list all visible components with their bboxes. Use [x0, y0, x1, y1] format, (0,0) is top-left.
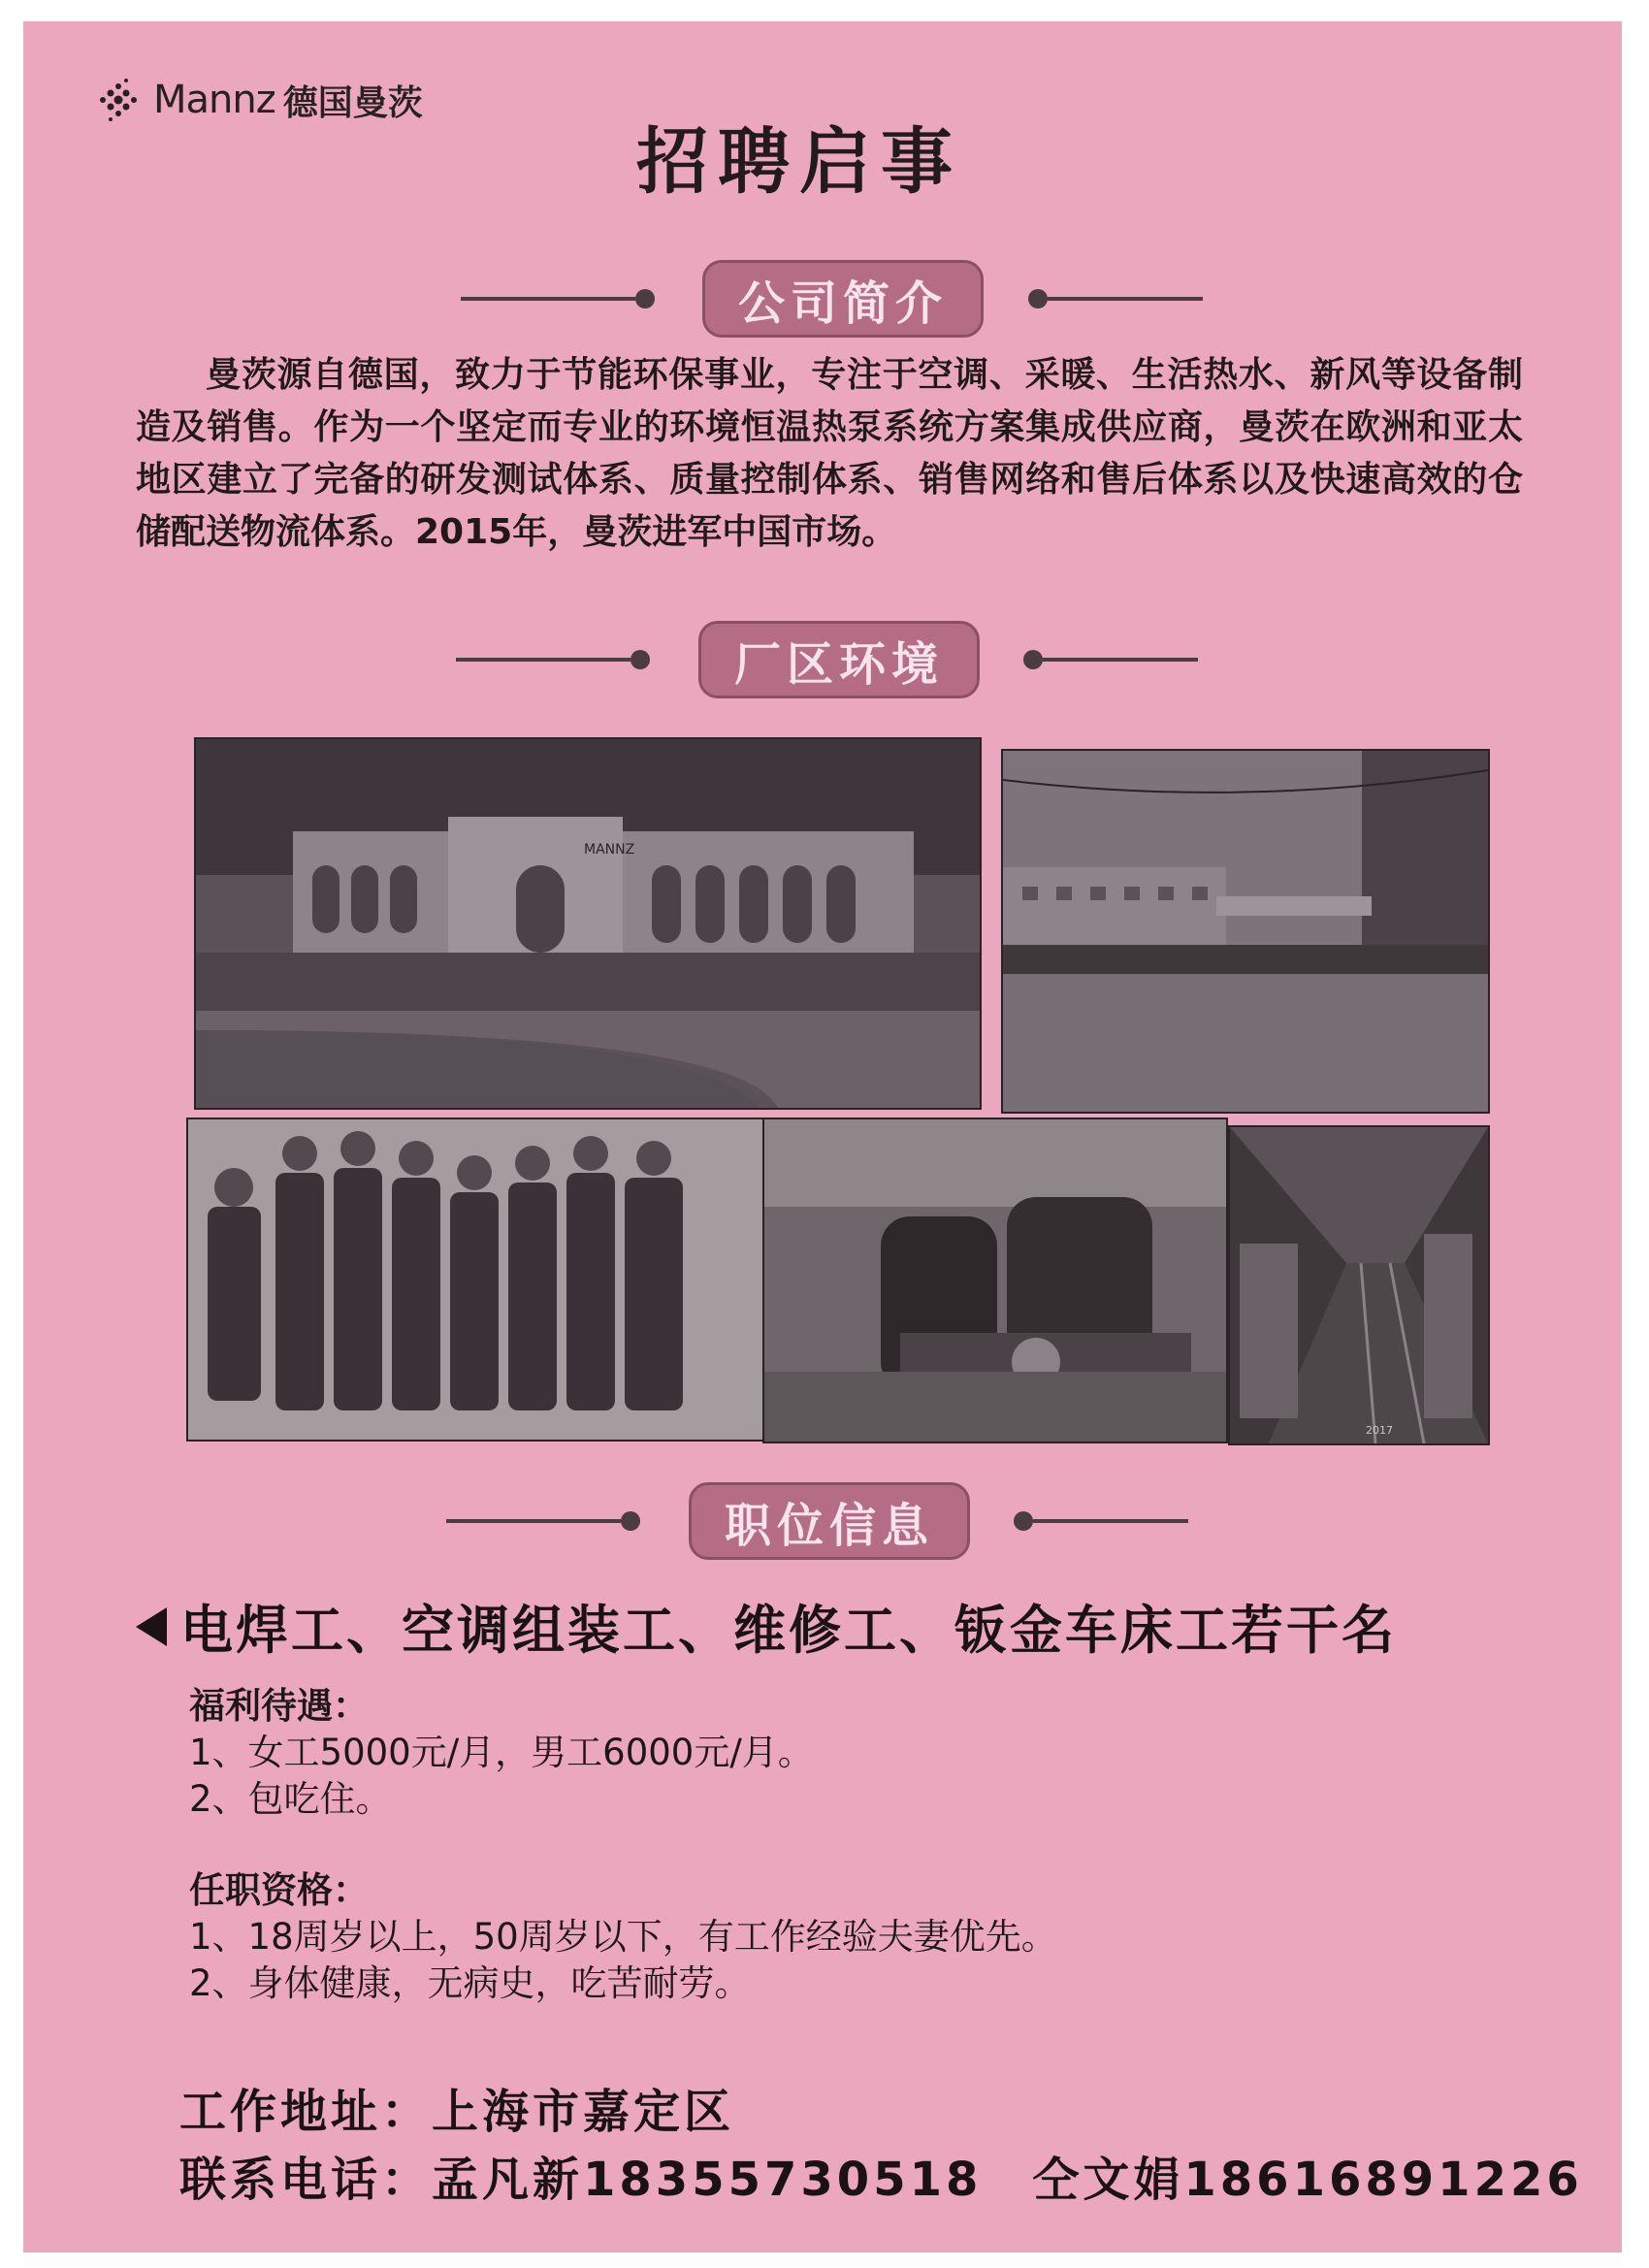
- logo-chinese-text: 德国曼茨: [282, 82, 423, 123]
- factory-rendering-photo: [194, 737, 982, 1110]
- building-sign: MANNZ: [584, 842, 635, 858]
- production-line-photo: [1228, 1125, 1490, 1445]
- divider-right: [1033, 1519, 1188, 1523]
- section-header-environment: [0, 621, 1599, 698]
- section-label: 厂区环境: [698, 621, 980, 698]
- divider-dot-left: [630, 650, 650, 669]
- workshop-machining-photo: [762, 1118, 1228, 1443]
- divider-dot-left: [621, 1511, 640, 1531]
- benefit-item: 1、女工5000元/月，男工6000元/月。: [189, 1732, 814, 1773]
- logo-brand-text: Mannz: [153, 78, 275, 122]
- page-title: 招聘启事: [636, 120, 962, 204]
- photo-stamp: 2017: [1366, 1424, 1393, 1437]
- divider-dot-right: [1028, 289, 1048, 308]
- contact-phone: 联系电话：孟凡新18355730518 仝文娟18616891226: [179, 2153, 1583, 2207]
- section-label: 职位信息: [689, 1482, 970, 1560]
- divider-right: [1048, 297, 1203, 301]
- requirement-item: 2、身体健康，无病史，吃苦耐劳。: [189, 1962, 751, 2004]
- divider-left: [461, 297, 635, 301]
- requirements-heading: 任职资格：: [189, 1869, 369, 1911]
- intro-paragraph: 曼茨源自德国，致力于节能环保事业，专注于空调、采暖、生活热水、新风等设备制造及销售。作为一个坚定而专业的环境恒温热泵系统方案集成供应商，曼茨在欧洲和亚太地区建立了完备的研发测试体系、质量控制体系、销售网络和售后体系以及快速高效的仓储配送物流体系。2015年，曼茨进军中国市场。: [136, 355, 1523, 552]
- divider-left: [456, 658, 630, 662]
- requirement-item: 1、18周岁以上，50周岁以下，有工作经验夫妻优先。: [189, 1916, 1057, 1958]
- job-title: 电焊工、空调组装工、维修工、钣金车床工若干名: [180, 1600, 1397, 1661]
- divider-dot-right: [1023, 650, 1043, 669]
- divider-dot-right: [1014, 1511, 1033, 1531]
- work-address: 工作地址：上海市嘉定区: [179, 2085, 735, 2139]
- workers-team-photo: [186, 1118, 764, 1442]
- benefit-item: 2、包吃住。: [189, 1778, 392, 1820]
- divider-dot-left: [635, 289, 655, 308]
- divider-right: [1043, 658, 1198, 662]
- triangle-left-icon: [136, 1607, 167, 1646]
- section-label: 公司简介: [702, 260, 984, 338]
- benefits-block: [189, 1683, 814, 1823]
- requirements-block: [189, 1867, 1057, 2007]
- factory-gate-photo: [1001, 749, 1490, 1114]
- benefits-heading: 福利待遇：: [189, 1685, 369, 1727]
- section-header-company: [0, 260, 1599, 338]
- section-header-positions: [0, 1482, 1599, 1560]
- divider-left: [446, 1519, 621, 1523]
- job-title-line: [136, 1589, 1397, 1664]
- company-intro: [136, 349, 1523, 559]
